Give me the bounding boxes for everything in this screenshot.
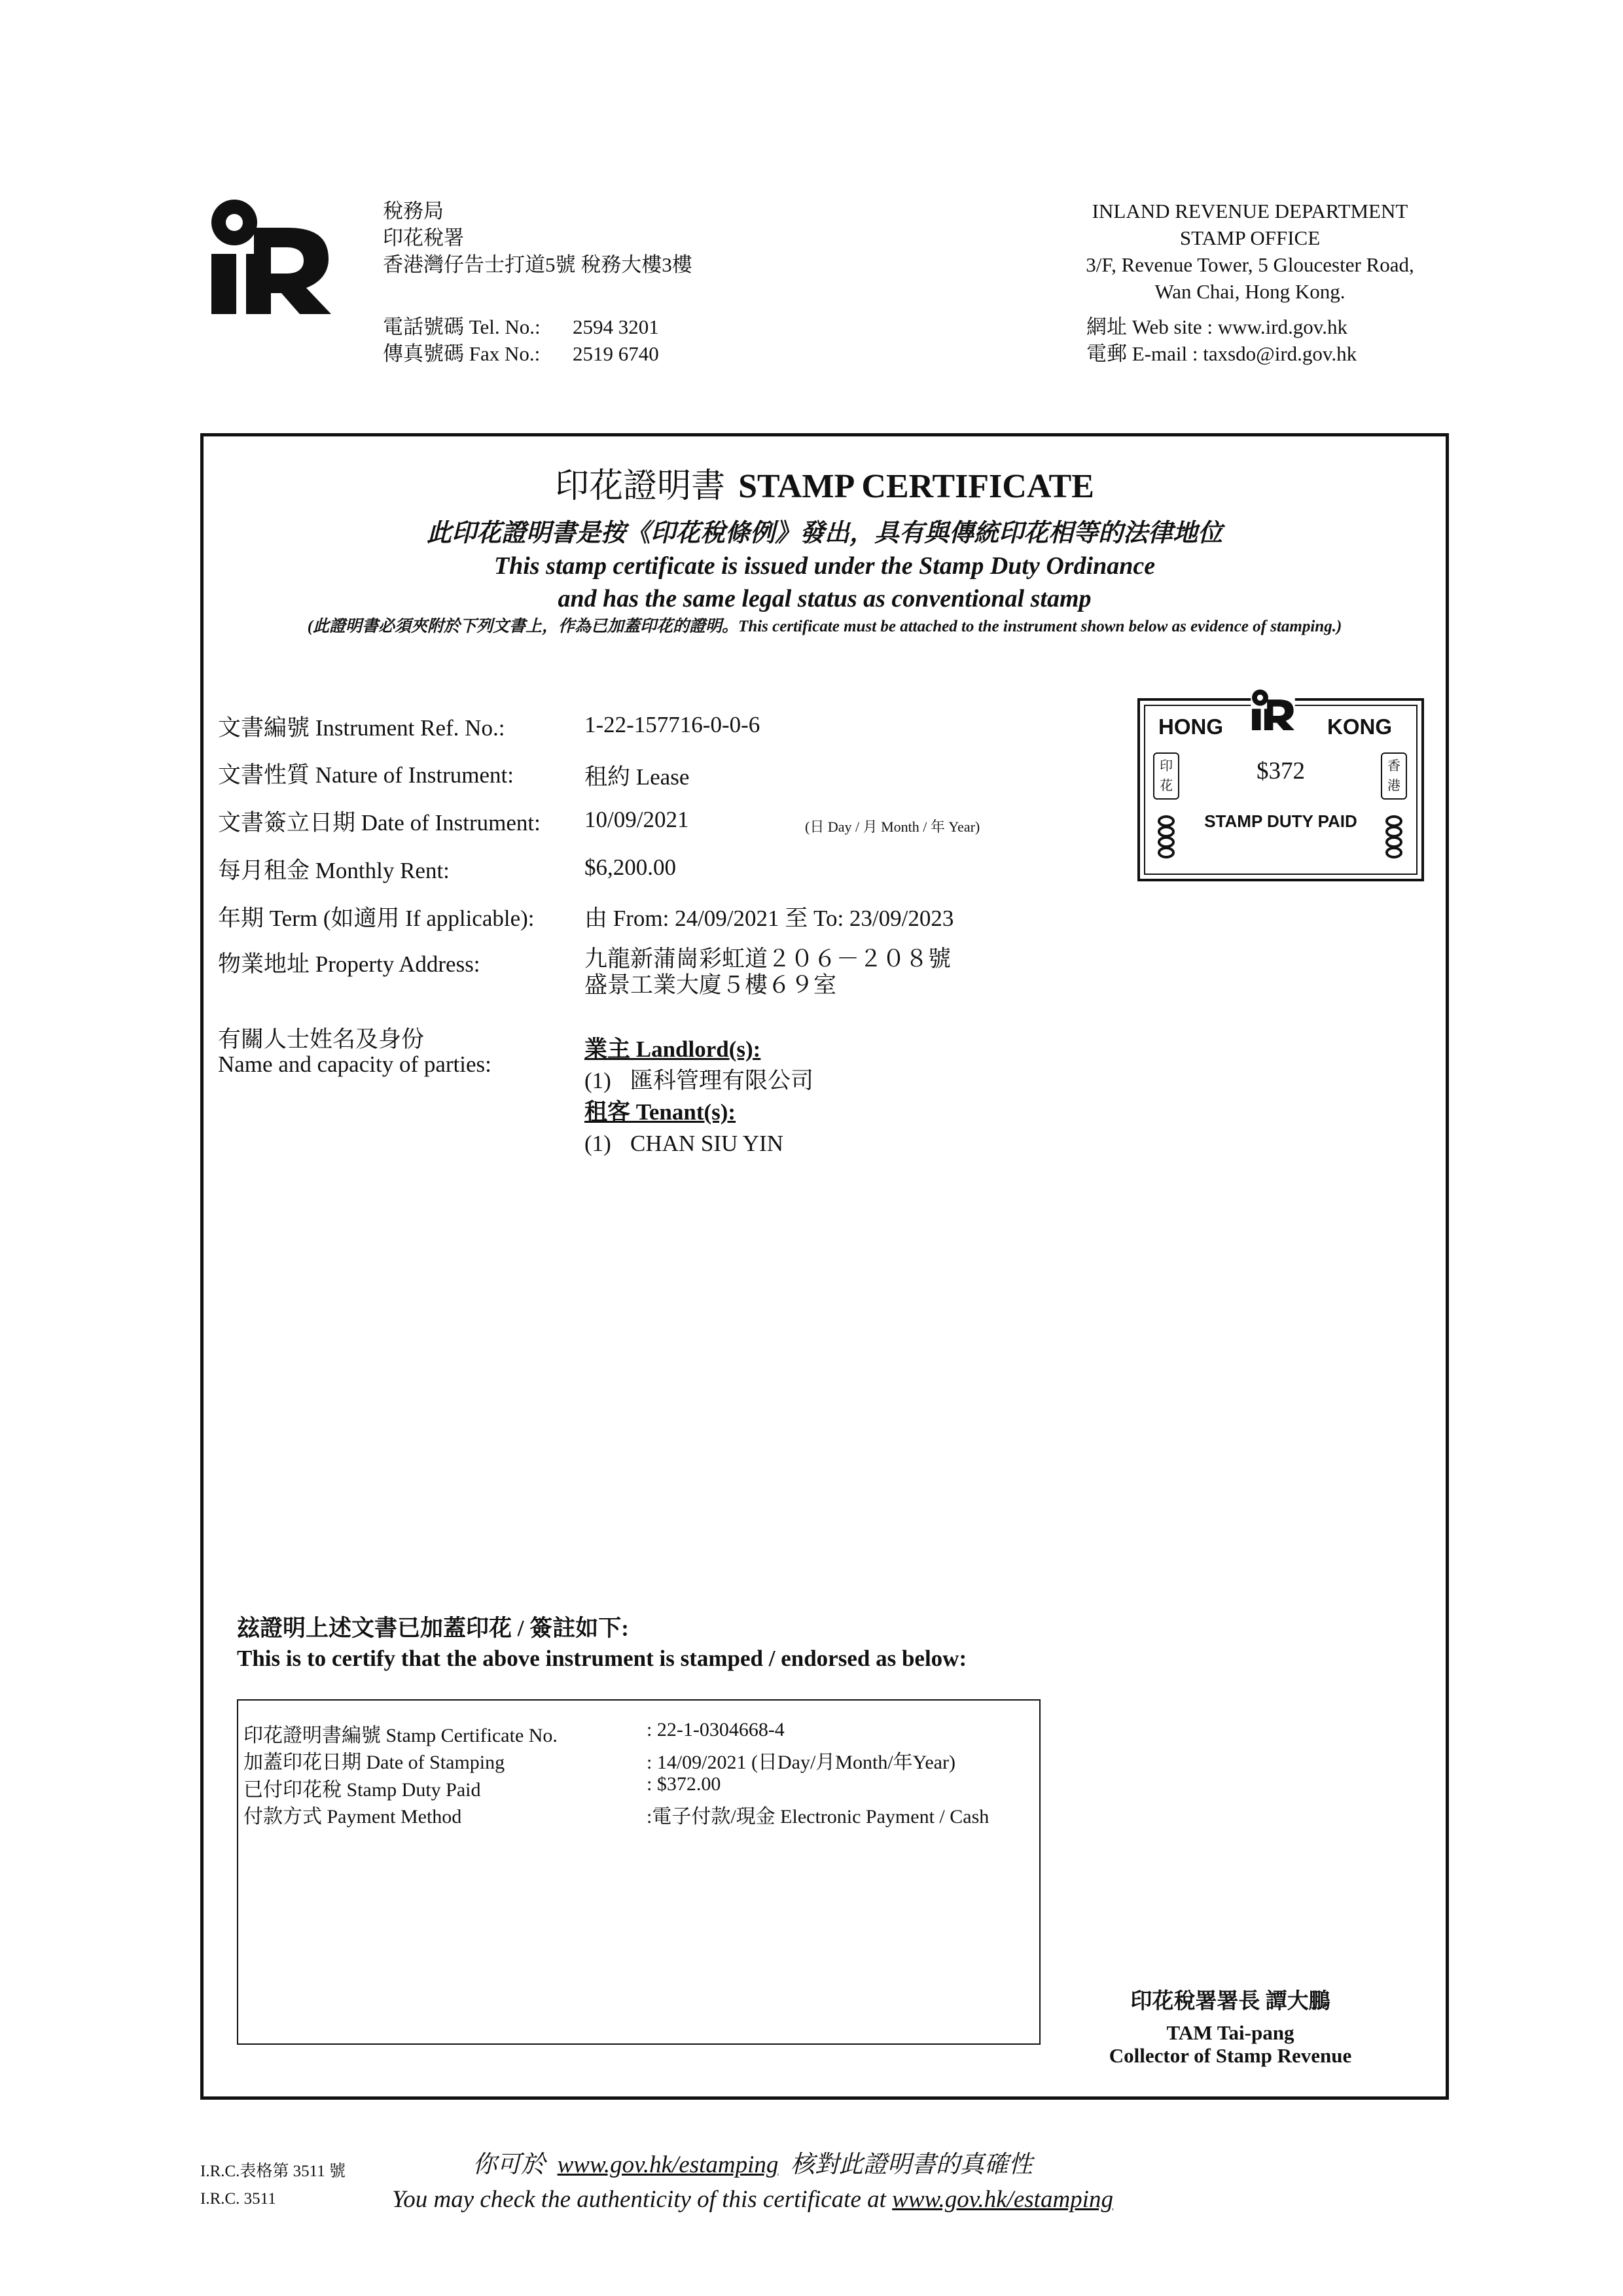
- verify-zh: [327, 2147, 1178, 2182]
- header-address-zh: [383, 198, 692, 278]
- payment-method-label: 付款方式 Payment Method: [243, 1806, 462, 1828]
- form-number: [200, 2158, 346, 2213]
- cert-no-label: 印花證明書編號 Stamp Certificate No.: [243, 1725, 558, 1746]
- cert-no-value: : 22-1-0304668-4: [647, 1719, 785, 1740]
- landlord-number: (1): [584, 1068, 611, 1093]
- stamp-ornament-left-icon: [1158, 815, 1175, 859]
- header-web-email: [1086, 313, 1357, 367]
- stamp-tag-left: 印花: [1153, 752, 1179, 800]
- email-link[interactable]: 電郵 E-mail : taxsdo@ird.gov.hk: [1086, 342, 1357, 365]
- address-line1: 九龍新蒲崗彩虹道２０６－２０８號: [584, 946, 952, 972]
- tel-label: 電話號碼 Tel. No.:: [383, 315, 541, 338]
- stamping-date-value: : 14/09/2021 (日Day/月Month/年Year): [647, 1752, 955, 1773]
- tenant-heading: 租客 Tenant(s):: [584, 1099, 736, 1125]
- stamp-amount: $372: [1257, 758, 1305, 785]
- parties-label: [218, 1027, 491, 1077]
- certificate-subtitle: [200, 517, 1449, 615]
- form-number-zh: I.R.C.表格第 3511 號: [200, 2163, 346, 2180]
- certify-en: This is to certify that the above instrument is stamped / endorsed as below:: [237, 1646, 967, 1671]
- website-link[interactable]: 網址 Web site : www.ird.gov.hk: [1086, 315, 1348, 338]
- date-label: 文書簽立日期 Date of Instrument:: [218, 810, 541, 836]
- subtitle-en-line2: and has the same legal status as conventional stamp: [558, 585, 1092, 612]
- stamp-paid-text: STAMP DUTY PAID: [1204, 811, 1357, 831]
- verify-zh-post: 核對此證明書的真確性: [790, 2151, 1033, 2178]
- term-value: 由 From: 24/09/2021 至 To: 23/09/2023: [584, 906, 954, 931]
- estamping-link-en[interactable]: www.gov.hk/estamping: [892, 2186, 1113, 2213]
- verification-footer: [327, 2147, 1178, 2217]
- ref-no-label: 文書編號 Instrument Ref. No.:: [218, 715, 505, 741]
- tenant-entry: [584, 1128, 813, 1159]
- subtitle-en-line1: This stamp certificate is issued under the Stamp Duty Ordinance: [493, 552, 1156, 580]
- property-address: [584, 946, 951, 998]
- verify-en-pre: You may check the authenticity of this certificate at: [392, 2186, 886, 2213]
- stamp-ir-logo-icon: [1247, 688, 1299, 730]
- rent-value: $6,200.00: [584, 855, 676, 880]
- tel-value: 2594 3201: [573, 315, 659, 338]
- landlord-name: 匯科管理有限公司: [630, 1068, 814, 1093]
- address-line2: 盛景工業大廈５樓６９室: [584, 972, 837, 998]
- address-en-line2: Wan Chai, Hong Kong.: [1154, 280, 1346, 303]
- landlord-entry: [584, 1065, 813, 1097]
- tenant-number: (1): [584, 1131, 611, 1156]
- title-en: STAMP CERTIFICATE: [738, 468, 1094, 505]
- address-zh: 香港灣仔告士打道5號 稅務大樓3樓: [383, 253, 692, 276]
- dept-name-zh: 稅務局: [383, 200, 444, 222]
- duty-paid-label: 已付印花稅 Stamp Duty Paid: [243, 1779, 481, 1801]
- address-en-line1: 3/F, Revenue Tower, 5 Gloucester Road,: [1086, 253, 1414, 276]
- signer-name-en: TAM Tai-pang: [1166, 2021, 1294, 2044]
- fax-label: 傳真號碼 Fax No.:: [383, 342, 541, 365]
- term-label: 年期 Term (如適用 If applicable):: [218, 906, 535, 931]
- nature-value: 租約 Lease: [584, 764, 690, 790]
- office-name-en: STAMP OFFICE: [1179, 226, 1321, 249]
- attach-note: (此證明書必須夾附於下列文書上，作為已加蓋印花的證明。This certificate must be attached to the instrument shown below as evidence of stamping.): [307, 618, 1342, 635]
- header-address-en: [1021, 198, 1479, 305]
- payment-method-value: :電子付款/現金 Electronic Payment / Cash: [647, 1806, 990, 1828]
- parties-label-zh: 有關人士姓名及身份: [218, 1027, 425, 1052]
- header-contact: [383, 313, 659, 367]
- rent-label: 每月租金 Monthly Rent:: [218, 858, 450, 883]
- landlord-heading: 業主 Landlord(s):: [584, 1036, 761, 1062]
- office-name-zh: 印花稅署: [383, 226, 464, 249]
- parties-list: [584, 1034, 813, 1159]
- stamp-kong: KONG: [1327, 715, 1392, 739]
- address-label: 物業地址 Property Address:: [218, 951, 480, 977]
- certificate-title: [200, 458, 1449, 507]
- fax-value: 2519 6740: [573, 342, 659, 365]
- dept-name-en: INLAND REVENUE DEPARTMENT: [1092, 200, 1408, 222]
- nature-label: 文書性質 Nature of Instrument:: [218, 762, 514, 788]
- tenant-name: CHAN SIU YIN: [630, 1131, 783, 1156]
- parties-label-en: Name and capacity of parties:: [218, 1051, 491, 1077]
- subtitle-zh: 此印花證明書是按《印花稅條例》發出，具有與傳統印花相等的法律地位: [426, 520, 1222, 547]
- title-zh: 印花證明書: [555, 468, 726, 505]
- duty-paid-value: : $372.00: [647, 1773, 721, 1795]
- ird-logo: [208, 196, 332, 314]
- form-number-en: I.R.C. 3511: [200, 2190, 276, 2208]
- signer-title-en: Collector of Stamp Revenue: [1109, 2044, 1352, 2067]
- verify-en: [327, 2182, 1178, 2217]
- certify-statement: [237, 1614, 967, 1674]
- ref-no-value: 1-22-157716-0-0-6: [584, 712, 760, 737]
- stamp-ornament-right-icon: [1385, 815, 1402, 859]
- stamp-tag-right: 香港: [1381, 752, 1407, 800]
- verify-zh-pre: 你可於: [473, 2151, 546, 2178]
- stamping-date-label: 加蓋印花日期 Date of Stamping: [243, 1752, 505, 1773]
- certify-zh: 玆證明上述文書已加蓋印花 / 簽註如下:: [237, 1616, 629, 1641]
- estamping-link-zh[interactable]: www.gov.hk/estamping: [557, 2151, 779, 2178]
- date-value: 10/09/2021: [584, 807, 689, 832]
- date-format-note: (日 Day / 月 Month / 年 Year): [805, 819, 980, 835]
- signer-title-zh: 印花稅署署長 譚大鵬: [1130, 1990, 1330, 2013]
- stamp-hong: HONG: [1158, 715, 1223, 739]
